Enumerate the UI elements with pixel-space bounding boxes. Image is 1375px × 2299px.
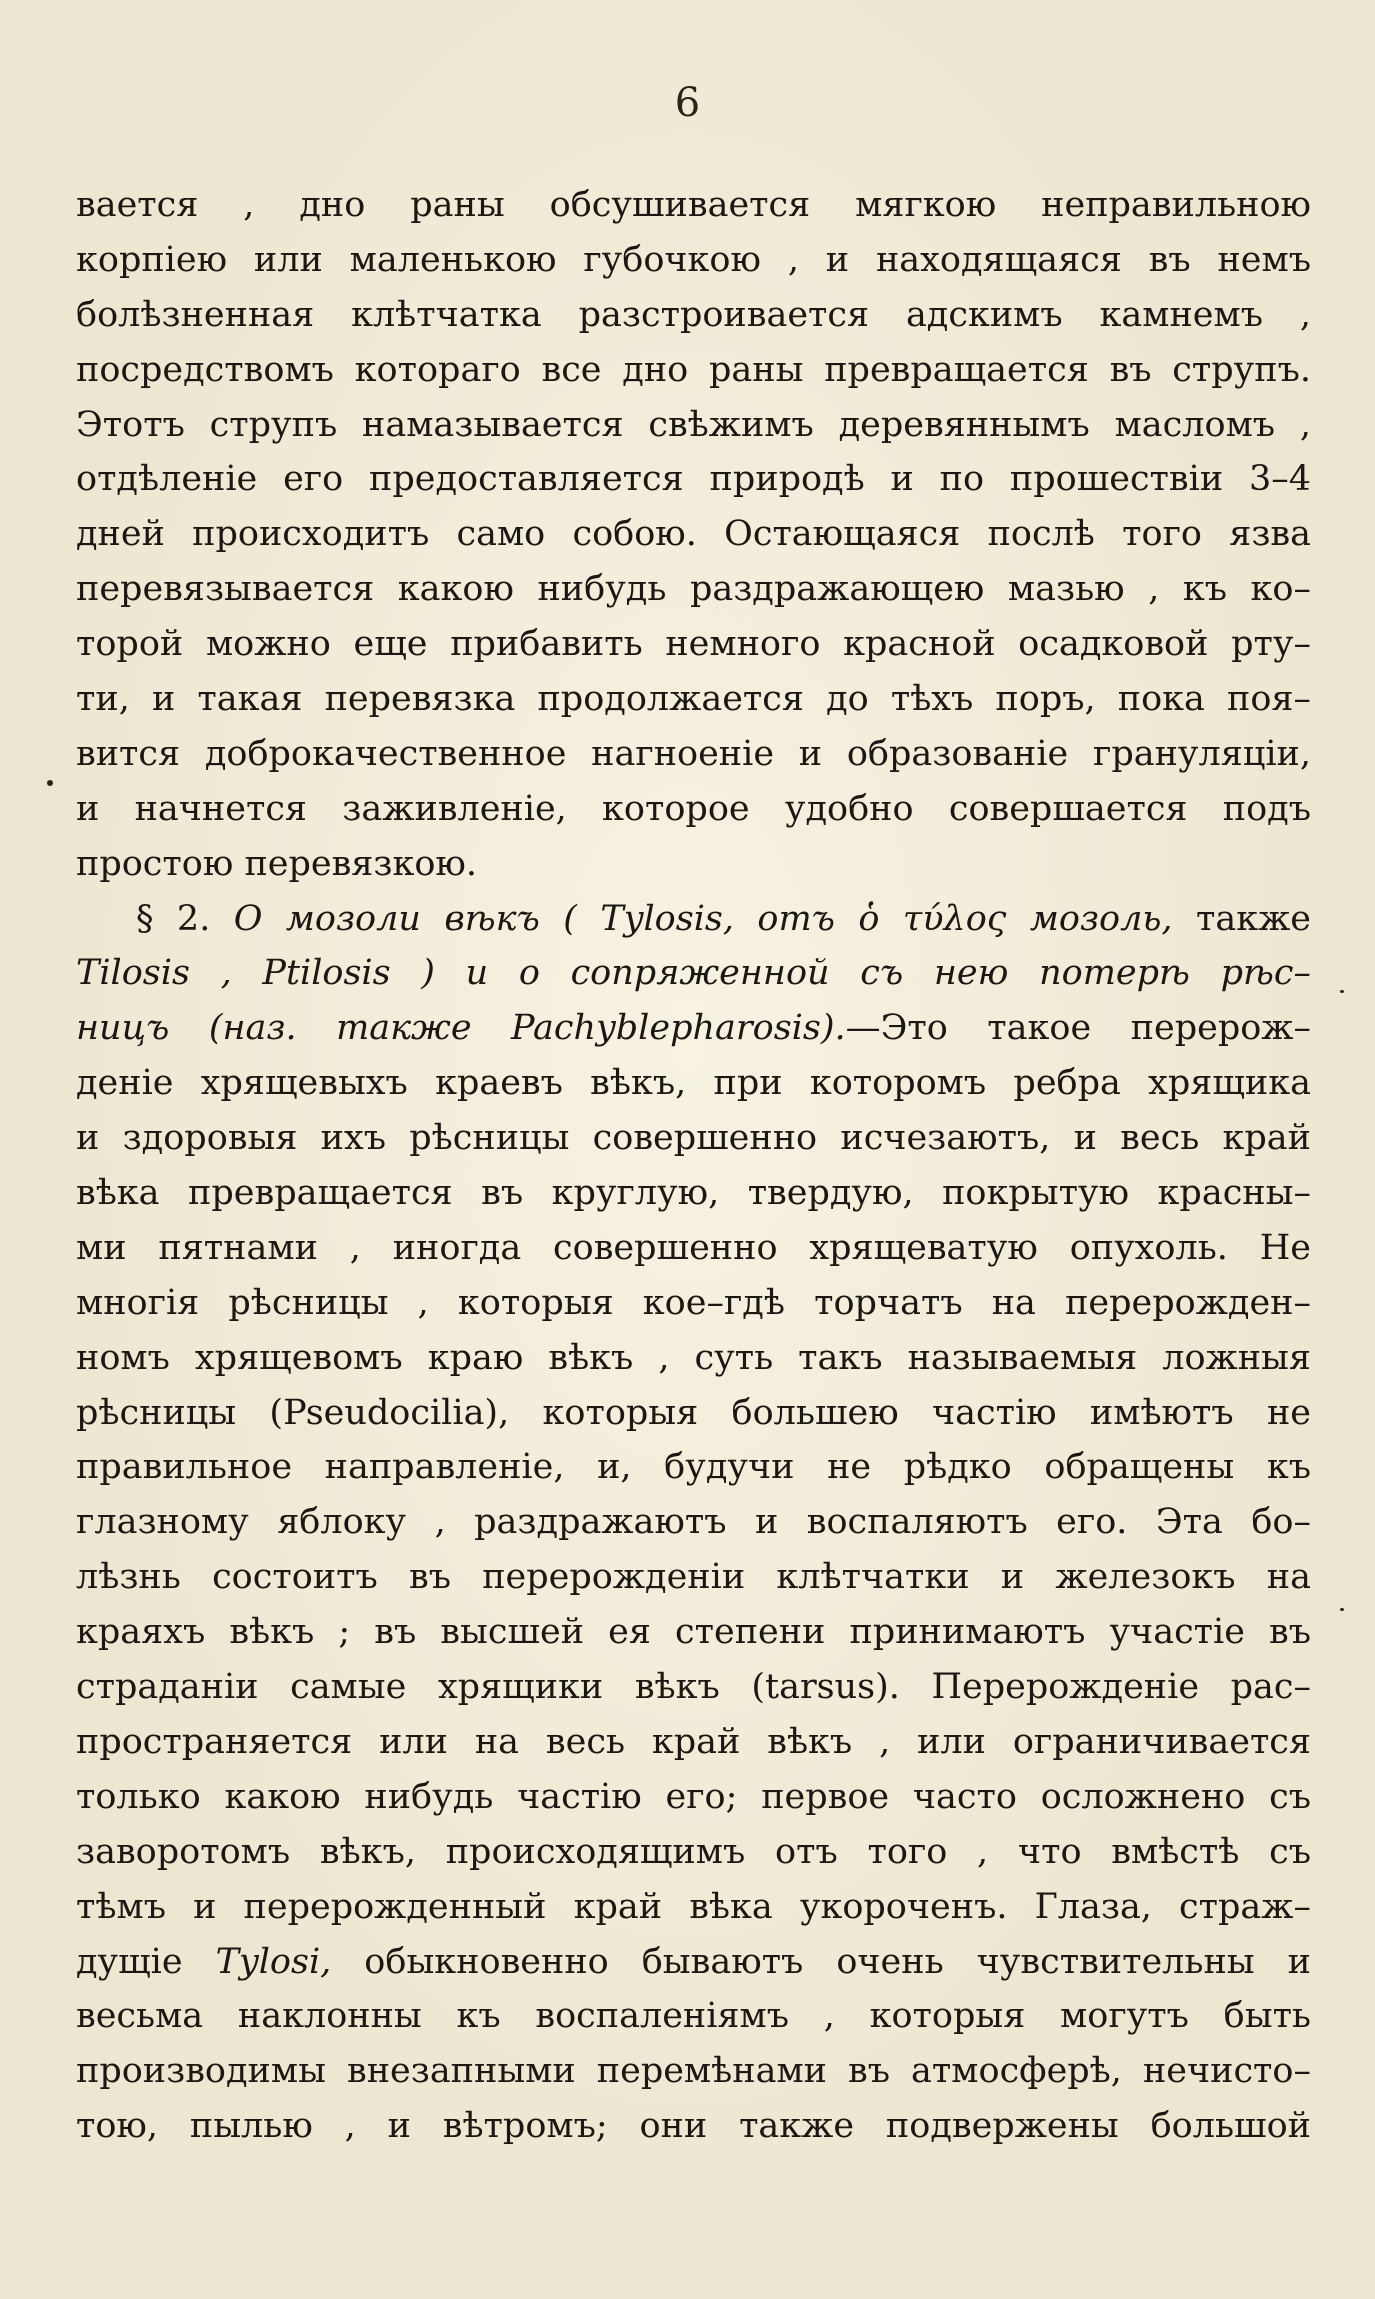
text-line [76,1935,1311,1990]
text-run: Этотъ струпъ намазывается свѣжимъ деревяннымъ масломъ , [76,404,1311,445]
text-line [76,1495,1311,1550]
text-run: заворотомъ вѣкъ, происходящимъ отъ того , что вмѣстѣ съ [76,1831,1311,1872]
text-line [76,1386,1311,1441]
text-run: ти, и такая перевязка продолжается до тѣхъ поръ, пока поя– [76,679,1311,720]
text-line [76,2044,1311,2099]
italic-text-run: Tylosi, [215,1941,332,1982]
text-run: обыкновенно бываютъ очень чувствительны и [331,1941,1311,1982]
text-run: пространяется или на весь край вѣкъ , или ограничивается [76,1721,1311,1762]
text-line [76,1825,1311,1880]
text-line [76,1660,1311,1715]
text-run: лѣзнь состоитъ въ перерожденіи клѣтчатки и железокъ на [76,1557,1311,1598]
italic-text-run: ницъ (наз. также Pachyblepharosis). [76,1008,846,1049]
text-line [76,1001,1311,1056]
text-line [76,233,1311,288]
body-text [76,178,1311,2154]
text-line [76,892,1311,947]
text-line [76,1770,1311,1825]
text-line [76,672,1311,727]
text-run: производимы внезапными перемѣнами въ атмосферѣ, нечисто– [76,2051,1311,2092]
text-line [76,562,1311,617]
ink-speck [1340,990,1344,993]
text-run: —Это такое перерож– [845,1008,1311,1049]
text-line [76,1331,1311,1386]
text-run: и начнется заживленіе, которое удобно совершается подъ [76,788,1311,829]
page-number: 6 [674,80,701,126]
text-run: деніе хрящевыхъ краевъ вѣкъ, при которомъ ребра хрящика [76,1063,1311,1104]
text-run: вается , дно раны обсушивается мягкою неправильною [76,185,1311,225]
text-run: вится доброкачественное нагноеніе и образованіе грануляціи, [76,733,1311,774]
text-line [76,837,1311,892]
text-line [76,1989,1311,2044]
text-run: только какою нибудь частію его; первое часто осложнено съ [76,1776,1311,1817]
text-line [76,1880,1311,1935]
text-run: посредствомъ котораго все дно раны превращается въ струпъ. [76,349,1311,390]
text-run: также [1172,898,1311,939]
text-run: номъ хрящевомъ краю вѣкъ , суть такъ называемыя ложныя [76,1337,1311,1378]
text-run: рѣсницы (Pseudocilia), которыя большею частію имѣютъ не [76,1392,1311,1433]
text-line [76,946,1311,1001]
text-line [76,452,1311,507]
text-line [76,398,1311,453]
text-run: болѣзненная клѣтчатка разстроивается адскимъ камнемъ , [76,294,1311,335]
text-line [76,782,1311,837]
text-run: отдѣленіе его предоставляется природѣ и по прошествіи 3–4 [76,459,1311,500]
text-line [76,2099,1311,2154]
text-line [76,1440,1311,1495]
text-run: и здоровыя ихъ рѣсницы совершенно исчезаютъ, и весь край [76,1118,1311,1159]
text-run: дней происходитъ само собою. Остающаяся послѣ того язва [76,514,1311,555]
text-line [76,727,1311,782]
italic-text-run: О мозоли вѣкъ ( Tylosis, отъ ὁ τύλος мозоль, [233,898,1173,939]
text-run: торой можно еще прибавить немного красной осадковой рту– [76,624,1311,665]
text-run: тою, пылью , и вѣтромъ; они также подвержены большой [76,2106,1311,2147]
ink-speck [47,780,53,786]
text-line [76,178,1311,233]
text-line [76,1111,1311,1166]
text-line [76,1166,1311,1221]
text-run: дущіе [76,1941,216,1982]
text-run: ми пятнами , иногда совершенно хрящеватую опухоль. Не [76,1227,1311,1268]
text-line [76,1715,1311,1770]
italic-text-run: Tilosis , Ptilosis ) и о сопряженной съ нею потерѣ рѣс– [76,953,1311,994]
ink-speck [1340,1608,1344,1611]
text-run: перевязывается какою нибудь раздражающею мазью , къ ко– [76,569,1311,610]
text-line [76,1056,1311,1111]
text-run: весьма наклонны къ воспаленіямъ , которыя могутъ быть [76,1996,1311,2037]
text-line [76,1276,1311,1331]
text-line [76,288,1311,343]
text-run: корпіею или маленькою губочкою , и находящаяся въ немъ [76,239,1311,280]
text-line [76,343,1311,398]
text-run: вѣка превращается въ круглую, твердую, покрытую красны– [76,1173,1311,1214]
text-line [76,1605,1311,1660]
text-line [76,1550,1311,1605]
text-run: глазному яблоку , раздражаютъ и воспаляютъ его. Эта бо– [76,1502,1311,1543]
text-run: § 2. [136,898,234,939]
text-line [76,617,1311,672]
text-line [76,1221,1311,1276]
text-run: простою перевязкою. [76,843,478,884]
text-run: страданіи самые хрящики вѣкъ (tarsus). Перерожденіе рас– [76,1667,1311,1708]
text-run: тѣмъ и перерожденный край вѣка укороченъ. Глаза, страж– [76,1886,1311,1927]
text-run: правильное направленіе, и, будучи не рѣдко обращены къ [76,1447,1311,1488]
text-line [76,507,1311,562]
text-run: краяхъ вѣкъ ; въ высшей ея степени принимаютъ участіе въ [76,1612,1311,1653]
text-run: многія рѣсницы , которыя кое–гдѣ торчатъ на перерожден– [76,1282,1311,1323]
